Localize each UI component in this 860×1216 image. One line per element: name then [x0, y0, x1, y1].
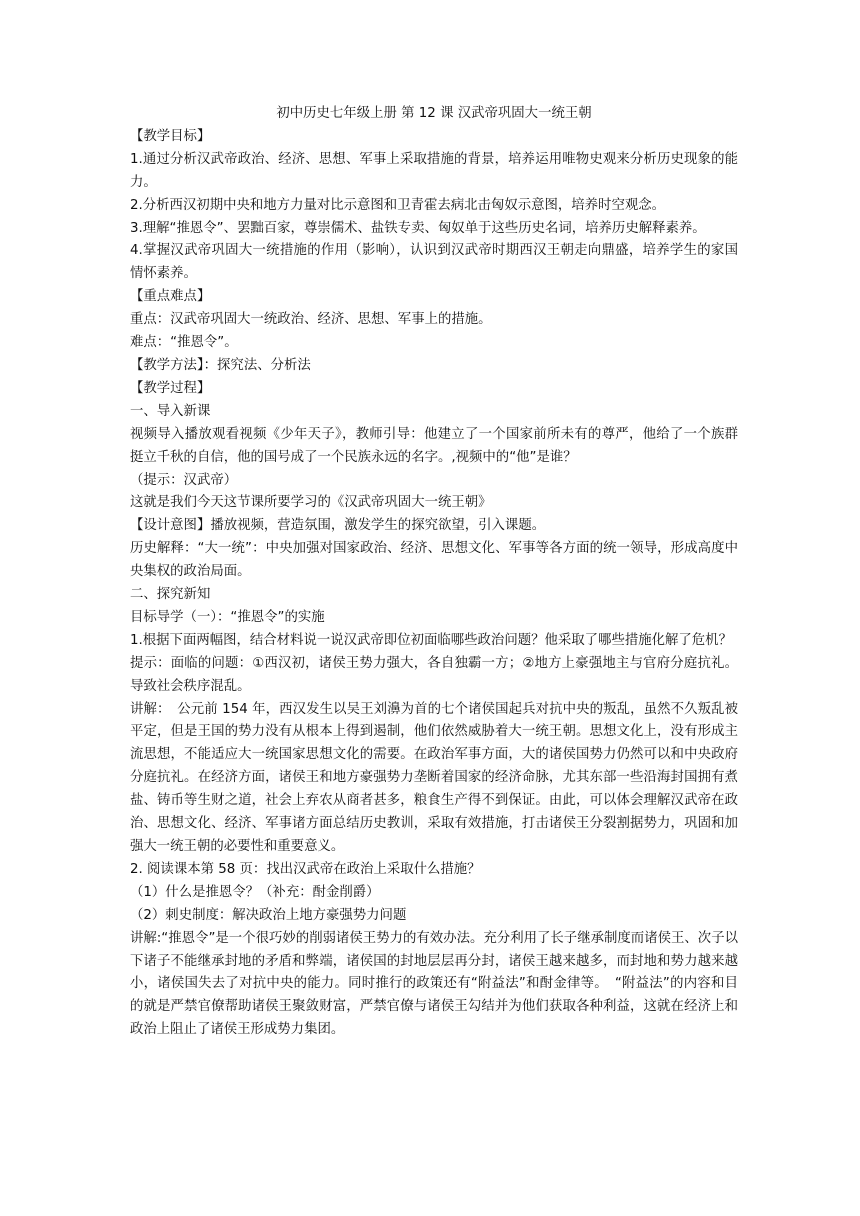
paragraph: （1）什么是推恩令？（补充：酎金削爵） — [130, 884, 380, 900]
paragraph: 这就是我们今天这节课所要学习的《汉武帝巩固大一统王朝》 — [130, 495, 492, 511]
paragraph: 重点：汉武帝巩固大一统政治、经济、思想、军事上的措施。 — [130, 312, 492, 328]
paragraph: 二、探究新知 — [130, 587, 211, 603]
paragraph: 【重点难点】 — [130, 289, 211, 305]
paragraph: 讲解： 公元前 154 年，西汉发生以吴王刘濞为首的七个诸侯国起兵对抗中央的叛乱，虽然不久叛乱被平定，但是王国的势力没有从根本上得到遏制，他们依然威胁着大一统王朝。思想文化上，没有形成主流思想，不能适应大一统国家思想文化的需要。在政治军事方面，大的诸侯国势力仍然可以和中央政府分庭抗礼。在经济方面，诸侯王和地方豪强势力垄断着国家的经济命脉，尤其东部一些沿海封国拥有煮盐、铸币等生财之道，社会上弃农从商者甚多，粮食生产得不到保证。由此，可以体会理解汉武帝在政治、思想文化、经济、军事诸方面总结历史教训，采取有效措施，打击诸侯王分裂割据势力，巩固和加强大一统王朝的必要性和重要意义。 — [130, 701, 738, 854]
paragraph: 【教学目标】 — [130, 128, 211, 144]
paragraph: 1.通过分析汉武帝政治、经济、思想、军事上采取措施的背景，培养运用唯物史观来分析历史现象的能力。 — [130, 151, 738, 190]
document-body — [130, 126, 738, 1042]
paragraph: 视频导入播放观看视频《少年天子》，教师引导：他建立了一个国家前所未有的尊严，他给了一个族群挺立千秋的自信，他的国号成了一个民族永远的名字。,视频中的“他”是谁？ — [130, 426, 738, 465]
paragraph: 一、导入新课 — [130, 403, 211, 419]
paragraph: 难点：“推恩令”。 — [130, 335, 238, 351]
paragraph: 【教学方法】：探究法、分析法 — [130, 357, 311, 373]
paragraph: 历史解释：“大一统”：中央加强对国家政治、经济、思想文化、军事等各方面的统一领导，形成高度中央集权的政治局面。 — [130, 541, 738, 580]
paragraph: 提示：面临的问题：①西汉初，诸侯王势力强大，各自独霸一方；②地方上豪强地主与官府分庭抗礼。导致社会秩序混乱。 — [130, 655, 738, 694]
paragraph: 2.分析西汉初期中央和地方力量对比示意图和卫青霍去病北击匈奴示意图，培养时空观念。 — [130, 197, 666, 213]
paragraph: 【教学过程】 — [130, 380, 211, 396]
paragraph: （2）刺史制度：解决政治上地方豪强势力问题 — [130, 907, 407, 923]
paragraph: 讲解:“推恩令”是一个很巧妙的削弱诸侯王势力的有效办法。充分利用了长子继承制度而诸侯王、次子以下诸子不能继承封地的矛盾和弊端，诸侯国的封地层层再分封，诸侯王越来越多，而封地和势力越来越小，诸侯国失去了对抗中央的能力。同时推行的政策还有“附益法”和酎金律等。 “附益法”的内容和目的就是严禁官僚帮助诸侯王聚敛财富，严禁官僚与诸侯王勾结并为他们获取各种利益，这就在经济上和政治上阻止了诸侯王形成势力集团。 — [130, 930, 738, 1038]
paragraph: （提示：汉武帝） — [130, 472, 238, 488]
paragraph: 目标导学（一）：“推恩令”的实施 — [130, 609, 325, 625]
paragraph: 3.理解“推恩令”、罢黜百家，尊崇儒术、盐铁专卖、匈奴单于这些历史名词，培养历史解释素养。 — [130, 220, 706, 236]
document-page — [130, 103, 738, 1042]
paragraph: 【设计意图】播放视频，营造氛围，激发学生的探究欲望，引入课题。 — [130, 518, 546, 534]
paragraph: 2. 阅读课本第 58 页：找出汉武帝在政治上采取什么措施？ — [130, 861, 481, 877]
paragraph: 4.掌握汉武帝巩固大一统措施的作用（影响），认识到汉武帝时期西汉王朝走向鼎盛，培养学生的家国情怀素养。 — [130, 243, 738, 282]
paragraph: 1.根据下面两幅图，结合材料说一说汉武帝即位初面临哪些政治问题？他采取了哪些措施化解了危机？ — [130, 632, 732, 648]
document-title: 初中历史七年级上册 第 12 课 汉武帝巩固大一统王朝 — [276, 106, 592, 121]
